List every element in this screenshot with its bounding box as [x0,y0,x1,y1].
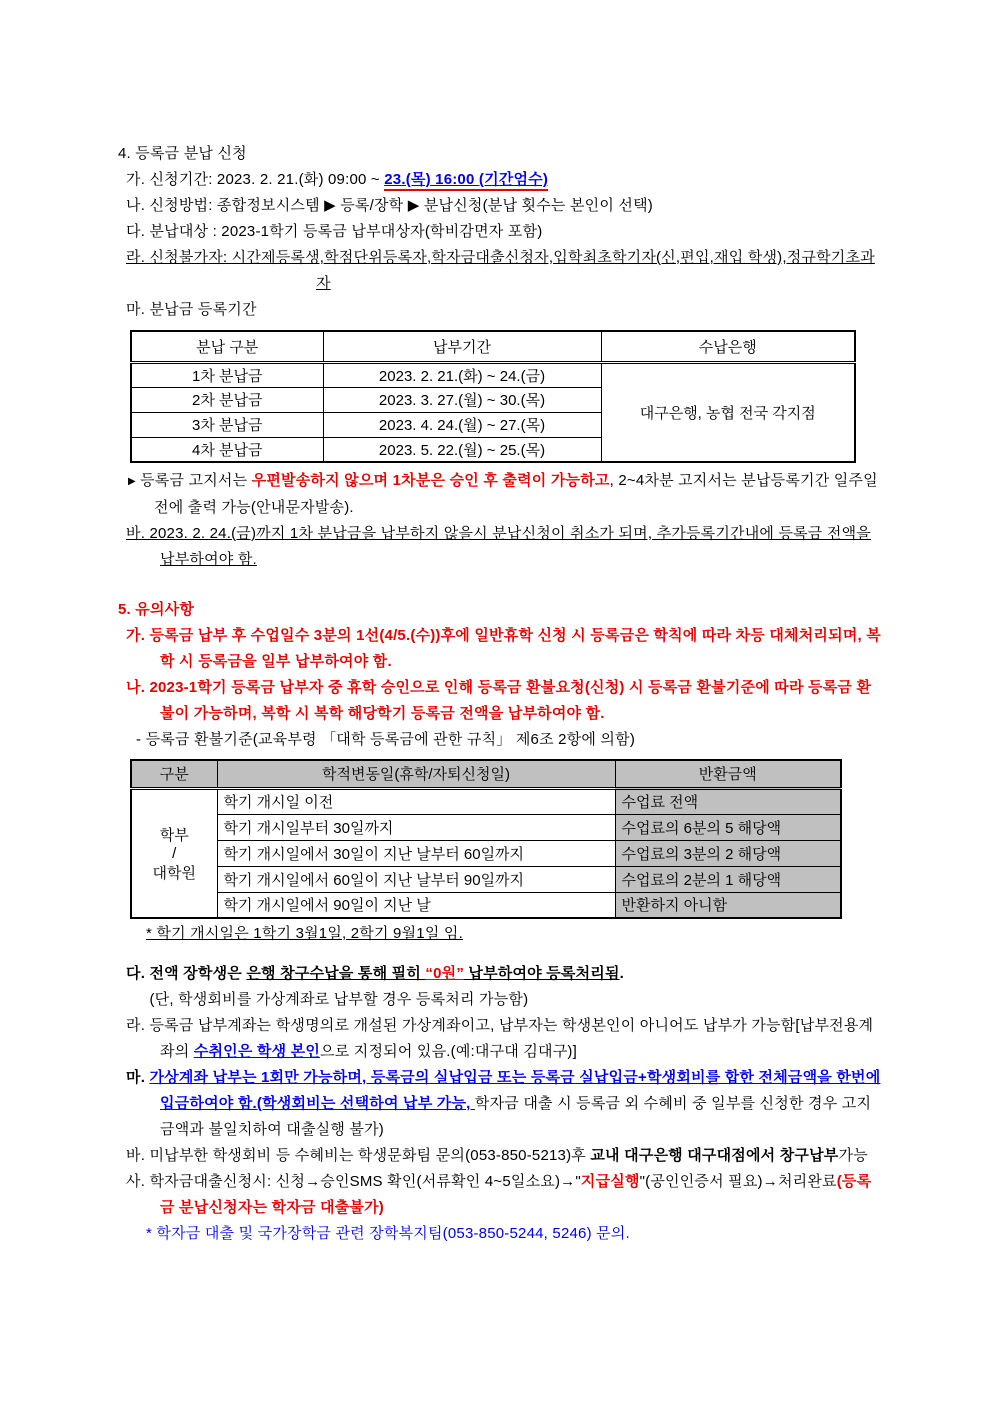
leave-text: 등록금 납부 후 수업일수 3분의 1선(4/5.(수))후에 일반휴학 신청 시 등록금은 학칙에 따라 차등 대체처리되며, 복학 시 등록금을 일부 납부하여야 함. [149,627,881,670]
installment-name: 4차 분납금 [131,437,323,462]
loan-execute: 지급실행 [580,1173,640,1190]
column-header: 반환금액 [615,760,841,788]
account-recipient: 수취인은 학생 본인 [193,1043,321,1060]
group-line: 학부 [159,826,189,844]
item-label: 가. [126,171,146,188]
fee-pre: 미납부한 학생회비 등 수혜비는 학생문화팀 문의(053-850-5213)후 [149,1147,591,1164]
table-row [131,866,841,892]
loan-restriction: (등록금 분납신청자는 학자금 대출불가) [160,1173,872,1216]
table-row [131,840,841,866]
refund-amount: 수업료의 2분의 1 해당액 [615,866,841,892]
item-student-loan [126,1169,882,1221]
column-header: 납부기간 [323,331,601,362]
item-virtual-account-owner [126,1013,882,1065]
period-text: 신청기간: 2023. 2. 21.(화) 09:00 ~ [149,171,385,188]
period-deadline: 23.(목) 16:00 (기간엄수) [384,171,548,191]
item-application-period [126,167,882,193]
note-red: 우편발송하지 않으며 1차분은 승인 후 출력이 가능하고 [251,472,610,489]
refund-text: 2023-1학기 등록금 납부자 중 휴학 승인으로 인해 등록금 환불요청(신청) 시 등록금 환불기준에 따라 등록금 환불이 가능하며, 복학 시 복학 해당학기 등록금 전액을 납부하여야 함. [149,679,872,722]
scholar-underline2: 납부하여야 등록처리됨 [464,965,620,982]
item-label: 바. [126,1147,146,1164]
note-pre: 등록금 고지서는 [140,472,252,489]
column-header: 구분 [131,760,217,788]
column-header: 학적변동일(휴학/자퇴신청일) [217,760,615,788]
item-target [126,219,882,245]
installment-name: 2차 분납금 [131,387,323,412]
item-label: 나. [126,679,146,696]
loan-pre: 학자금대출신청시: 신청→승인SMS 확인(서류확인 4~5일소요)→" [149,1173,581,1190]
scholarship-sub-note [126,987,882,1013]
cancel-text: 2023. 2. 24.(금)까지 1차 분납금을 납부하지 않을시 분납신청이 취소가 되며, 추가등록기간내에 등록금 전액을 납부하여야 함. [149,525,871,568]
scholar-underline1: 은행 창구수납을 통해 필히 [246,965,426,982]
item-full-scholarship [126,961,882,987]
account-pre: 등록금 납부계좌는 학생명의로 개설된 가상계좌이고, 납부자는 학생본인이 아니어도 납부가 가능함[납부전용계좌의 [149,1017,874,1060]
group-line: 대학원 [152,864,196,882]
scholar-sub-text: (단, 학생회비를 가상계좌로 납부할 경우 등록처리 가능함) [149,991,529,1008]
virtual-blue-text: 가상계좌 납부는 1회만 가능하며, 등록금의 실납입금 또는 등록금 실납입금+학생회비를 합한 전체금액을 한번에 입금하여야 함.(학생회비는 선택하여 납부 가능, [149,1069,881,1112]
scholar-period: . [619,965,625,982]
item-label: 마. [126,1069,146,1086]
table-row [131,362,855,387]
change-date: 학기 개시일에서 30일이 지난 날부터 60일까지 [217,840,615,866]
note-post: , 2~4차분 고지서는 분납등록기간 일주일 전에 출력 가능(안내문자발송). [154,472,878,516]
spacer [118,947,882,961]
refund-criteria-table [130,759,842,919]
group-line: / [172,844,177,862]
item-label: 나. [126,197,146,214]
item-label: 가. [126,627,146,644]
table-row [131,892,841,918]
schedule-text: 분납금 등록기간 [149,301,257,318]
item-refund-notice [126,675,882,727]
loan-contact-note: * 학자금 대출 및 국가장학금 관련 장학복지팀(053-850-5244, 5246) 문의. [146,1225,630,1242]
excluded-text: 신청불가자: 시간제등록생,학점단위등록자,학자금대출신청자,입학최초학기자(신,편입,재입 학생),정규학기초과자 [149,249,875,292]
table-header-row [131,331,855,362]
item-excluded [126,245,882,297]
table-header-row [131,760,841,788]
item-label: 다. [126,965,146,982]
item-cancel-warning [126,521,882,573]
item-label: 라. [126,249,146,266]
target-text: 분납대상 : 2023-1학기 등록금 납부대상자(학비감면자 포함) [149,223,543,240]
loan-mid: "(공인인증서 필요)→처리완료 [639,1173,837,1190]
table-row [131,814,841,840]
section5-title: 5. 유의사항 [118,601,195,618]
table-row [131,788,841,814]
refund-amount: 수업료의 3분의 2 해당액 [615,840,841,866]
semester-start-footnote: * 학기 개시일은 1학기 3월1일, 2학기 9월1일 임. [146,925,463,942]
item-label: 다. [126,223,146,240]
item-label: 사. [126,1173,146,1190]
bullet-triangle-icon: ▶ [128,476,136,487]
spacer [118,573,882,597]
group-cell [131,788,217,918]
refund-amount: 수업료의 6분의 5 해당액 [615,814,841,840]
payment-period: 2023. 5. 22.(월) ~ 25.(목) [323,437,601,462]
installment-schedule-table [130,330,856,463]
scholar-bold: 전액 장학생은 [149,965,247,982]
item-application-method [126,193,882,219]
virtual-post: 학자금 대출 시 등록금 외 수혜비 중 일부를 신청한 경우 고지금액과 불일치하여 대출실행 불가) [160,1095,872,1138]
installment-name: 3차 분납금 [131,412,323,437]
item-label: 라. [126,1017,146,1034]
note-bill-printing [128,468,882,521]
refund-rule-reference: - 등록금 환불기준(교육부령 「대학 등록금에 관한 규칙」 제6조 2항에 의함) [136,731,636,748]
item-schedule [126,297,882,323]
item-virtual-account-payment [126,1065,882,1143]
bank-cell: 대구은행, 농협 전국 각지점 [601,362,855,462]
section4-title: 4. 등록금 분납 신청 [118,145,247,162]
column-header: 분납 구분 [131,331,323,362]
item-label: 바. [126,525,146,542]
method-text: 신청방법: 종합정보시스템 ▶ 등록/장학 ▶ 분납신청(분납 횟수는 본인이 선택) [149,197,653,214]
refund-amount: 반환하지 아니함 [615,892,841,918]
payment-period: 2023. 3. 27.(월) ~ 30.(목) [323,387,601,412]
payment-period: 2023. 2. 21.(화) ~ 24.(금) [323,362,601,387]
item-leave-notice [126,623,882,675]
payment-period: 2023. 4. 24.(월) ~ 27.(목) [323,412,601,437]
fee-post: 가능 [838,1147,868,1164]
change-date: 학기 개시일에서 60일이 지난 날부터 90일까지 [217,866,615,892]
column-header: 수납은행 [601,331,855,362]
change-date: 학기 개시일에서 90일이 지난 날 [217,892,615,918]
installment-name: 1차 분납금 [131,362,323,387]
account-post: 으로 지정되어 있음.(예:대구대 김대구)] [320,1043,577,1060]
item-label: 마. [126,301,146,318]
change-date: 학기 개시일 이전 [217,788,615,814]
scholar-zero-won: “0원” [425,965,465,982]
item-unpaid-fee [126,1143,882,1169]
change-date: 학기 개시일부터 30일까지 [217,814,615,840]
fee-bold: 교내 대구은행 대구대점에서 창구납부 [590,1147,839,1164]
refund-amount: 수업료 전액 [615,788,841,814]
